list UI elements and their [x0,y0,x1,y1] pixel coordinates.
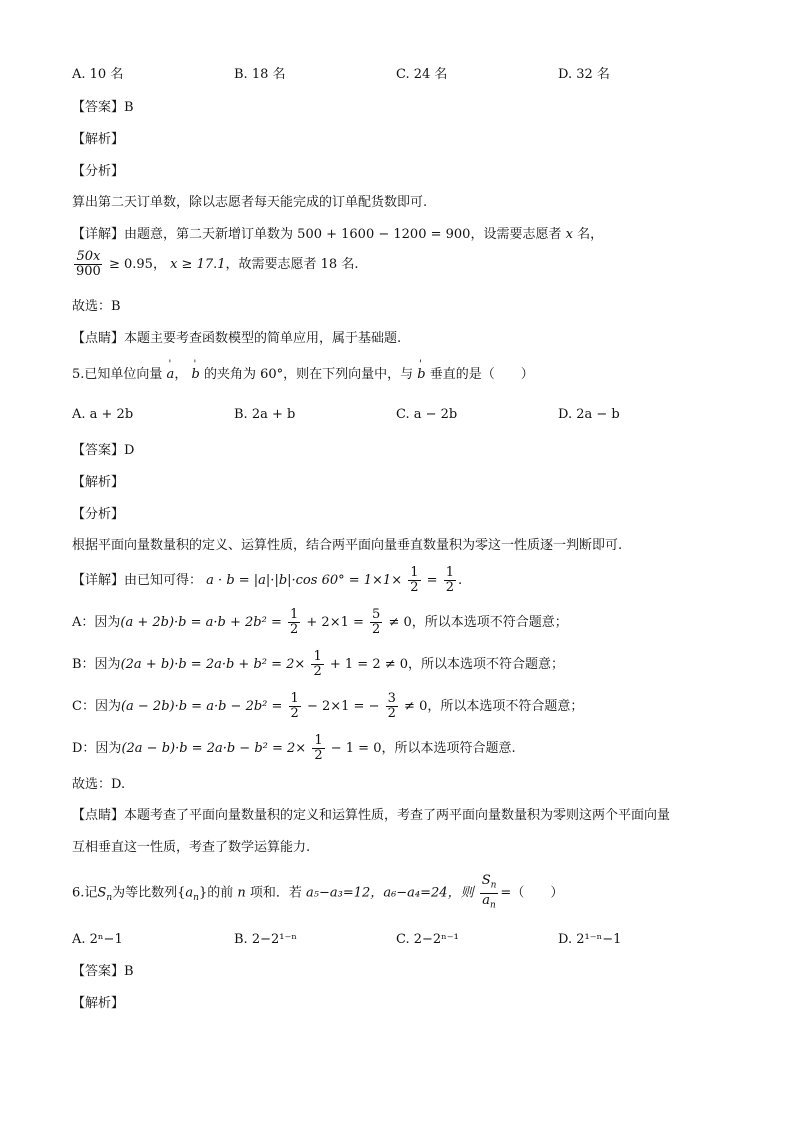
q5-case-c-frac2-num: 3 [387,691,396,706]
q5-case-d-frac-den: 2 [314,748,323,763]
q6-option-d: D. 2¹⁻ⁿ−1 [558,932,622,947]
q5-case-a [72,608,568,637]
q6-cond1: a₅−a₃=12， [306,885,384,901]
q6-an: a [185,885,194,901]
q6-answer: 【答案】B [72,964,134,979]
q4-detail2-c: ，故需要志愿者 18 名. [225,257,359,272]
q6-stem-c: }的前 [198,885,234,901]
q5-case-c-frac1-num: 1 [290,691,299,706]
q6-stem-e: =（ ） [500,885,564,901]
q4-detail-line1 [72,226,603,244]
q5-case-d-expr: (2a − b)·b = 2a·b − b² = 2× [121,741,307,756]
q4-fraction-den: 900 [76,264,101,279]
q6-fraction-num [480,874,499,894]
q4-detail-text-c: 名， [577,227,604,242]
q6-fraction-den-a: a [482,892,491,908]
q5-detail-frac1-num: 1 [410,565,419,580]
q5-case-d-mid: − 1 = 0，所以本选项符合题意. [330,741,516,756]
q6-sn: S [97,885,107,901]
q5-case-b-frac [311,650,323,679]
q5-case-a-end: ≠ 0，所以本选项不符合题意； [388,615,568,630]
q6-analysis-heading: 【解析】 [72,996,125,1011]
q6-option-b: B. 2−2¹⁻ⁿ [234,932,297,947]
q5-detail-text: 由已知可得： [124,573,203,588]
q5-case-a-frac1-den: 2 [289,622,299,637]
q5-case-a-frac2 [370,608,382,637]
q4-analysis-heading: 【解析】 [72,132,125,147]
q5-case-c-frac2 [386,692,398,721]
q5-case-a-frac2-num: 5 [372,607,381,622]
q5-case-d [72,734,516,763]
q5-case-a-frac2-den: 2 [372,622,381,637]
q5-case-d-frac-num: 1 [314,733,323,748]
q6-stem [72,874,563,912]
q6-cond2: a₆−a₄=24，则 [383,885,474,901]
q5-case-c-frac1-den: 2 [290,706,299,721]
q4-dianjing-heading: 【点睛】 [72,331,125,346]
q5-case-a-label: A：因为 [72,615,121,630]
q5-detail-expr: a · b = |a|·|b|·cos 60° = 1×1× [206,573,403,588]
q4-detail-heading: 【详解】 [72,227,125,242]
q5-stem-c: 的夹角为 60°，则在下列向量中，与 [203,367,414,382]
q5-option-a: A. a + 2b [72,407,134,422]
q5-choice: 故选：D. [72,777,126,792]
q5-case-a-frac1-num: 1 [289,607,299,622]
q5-case-c-expr: (a − 2b)·b = a·b − 2b² = [120,699,283,714]
q5-detail-frac2 [444,566,456,595]
q5-stem-sep: ， [174,367,188,382]
q4-option-d: D. 32 名 [558,67,610,82]
q5-case-c-label: C：因为 [72,699,121,714]
q6-sn-sub: n [106,893,113,904]
q5-case-d-frac [312,734,324,763]
q5-detail-line: 【详解】由已知可得： a · b = |a|·|b|·cos 60° = 1×1× $\frac{1}{2}$ = $\frac{1}{2}$ . [72,565,463,595]
q4-dianjing [72,330,401,348]
q5-case-d-label: D：因为 [72,741,122,756]
q6-option-a: A. 2ⁿ−1 [72,932,123,947]
q4-fraction [74,250,103,279]
q5-dianjing-line1 [72,807,670,825]
q4-option-a: A. 10 名 [72,67,124,82]
q6-fraction [480,874,499,912]
q5-case-b-label: B：因为 [72,657,121,672]
q5-detail-frac1-den: 2 [410,580,419,595]
q4-detail-var: x [565,227,573,242]
q5-detail-frac2-num: 1 [445,565,454,580]
q4-option-b: B. 18 名 [234,67,286,82]
q5-option-c: C. a − 2b [396,407,458,422]
q4-detail-text-b: ，设需要志愿者 [470,227,562,242]
q6-fraction-den-sub: n [490,900,496,911]
q4-detail-line2 [72,250,358,279]
q5-option-d: D. 2a − b [558,407,620,422]
q4-fenxi-heading: 【分析】 [72,164,125,179]
q5-fenxi-text: 根据平面向量数量积的定义、运算性质，结合两平面向量垂直数量积为零这一性质逐一判断即可. [72,538,623,553]
q5-option-b: B. 2a + b [234,407,296,422]
q4-answer: 【答案】B [72,100,134,115]
q6-stem-b: 为等比数列{ [112,885,186,901]
q5-case-c-mid: − 2×1 = − [306,699,380,714]
q5-case-b [72,650,564,679]
q6-stem-a: 6.记 [72,885,98,901]
q5-case-c-frac2-den: 2 [387,706,396,721]
q5-vector-b: ' b [191,366,199,384]
q5-detail-frac1 [408,566,420,595]
q5-case-a-expr: (a + 2b)·b = a·b + 2b² = [120,615,282,630]
q5-answer: 【答案】D [72,443,135,458]
q5-analysis-heading: 【解析】 [72,475,125,490]
q5-vector-b2: ' b [417,366,425,384]
q5-stem-e: 垂直的是（ ） [429,367,534,382]
q5-case-a-frac1 [288,608,300,637]
q4-dianjing-text: 本题主要考查函数模型的简单应用，属于基础题. [124,331,402,346]
q5-detail-heading: 【详解】 [72,573,125,588]
q6-fraction-num-s: S [481,873,491,888]
q5-vector-a: ' a [167,366,175,384]
q5-dianjing-text1: 本题考查了平面向量数量积的定义和运算性质，考查了两平面向量数量积为零则这两个平面向量 [124,808,671,823]
q5-case-a-mid: + 2×1 = [306,615,364,630]
q5-case-c-end: ≠ 0，所以本选项不符合题意； [404,699,584,714]
q5-case-b-frac-den: 2 [313,664,322,679]
q6-an-sub: n [193,893,199,904]
q4-fenxi-text: 算出第二天订单数，除以志愿者每天能完成的订单配货数即可. [72,195,428,210]
q5-stem-a: 5.已知单位向量 [72,367,163,382]
q5-stem [72,366,534,384]
q5-dianjing-heading: 【点睛】 [72,808,125,823]
q5-case-b-mid: + 1 = 2 ≠ 0，所以本选项不符合题意； [329,657,565,672]
q5-dianjing-line2: 互相垂直这一性质，考查了数学运算能力. [72,840,311,855]
q5-case-b-expr: (2a + b)·b = 2a·b + b² = 2× [120,657,306,672]
q4-detail2-a: ≥ 0.95， [108,257,166,272]
q5-case-c [72,692,583,721]
q6-option-c: C. 2−2ⁿ⁻¹ [396,932,459,947]
q5-detail-frac2-den: 2 [445,580,454,595]
q4-detail2-b: x ≥ 17.1 [170,257,226,272]
q4-choice: 故选：B [72,299,121,314]
q4-option-c: C. 24 名 [396,67,448,82]
q4-detail-text-a: 由题意，第二天新增订单数为 [124,227,294,242]
q4-detail-expr: 500 + 1600 − 1200 = 900 [297,227,471,242]
q5-case-b-frac-num: 1 [313,649,322,664]
q6-n: n [237,885,246,901]
q5-fenxi-heading: 【分析】 [72,507,125,522]
q6-fraction-num-sub: n [490,880,497,891]
q5-case-c-frac1 [289,692,301,721]
q6-stem-d: 项和．若 [249,885,302,901]
q6-fraction-den [480,894,498,913]
q4-fraction-num: 50x [76,249,101,264]
